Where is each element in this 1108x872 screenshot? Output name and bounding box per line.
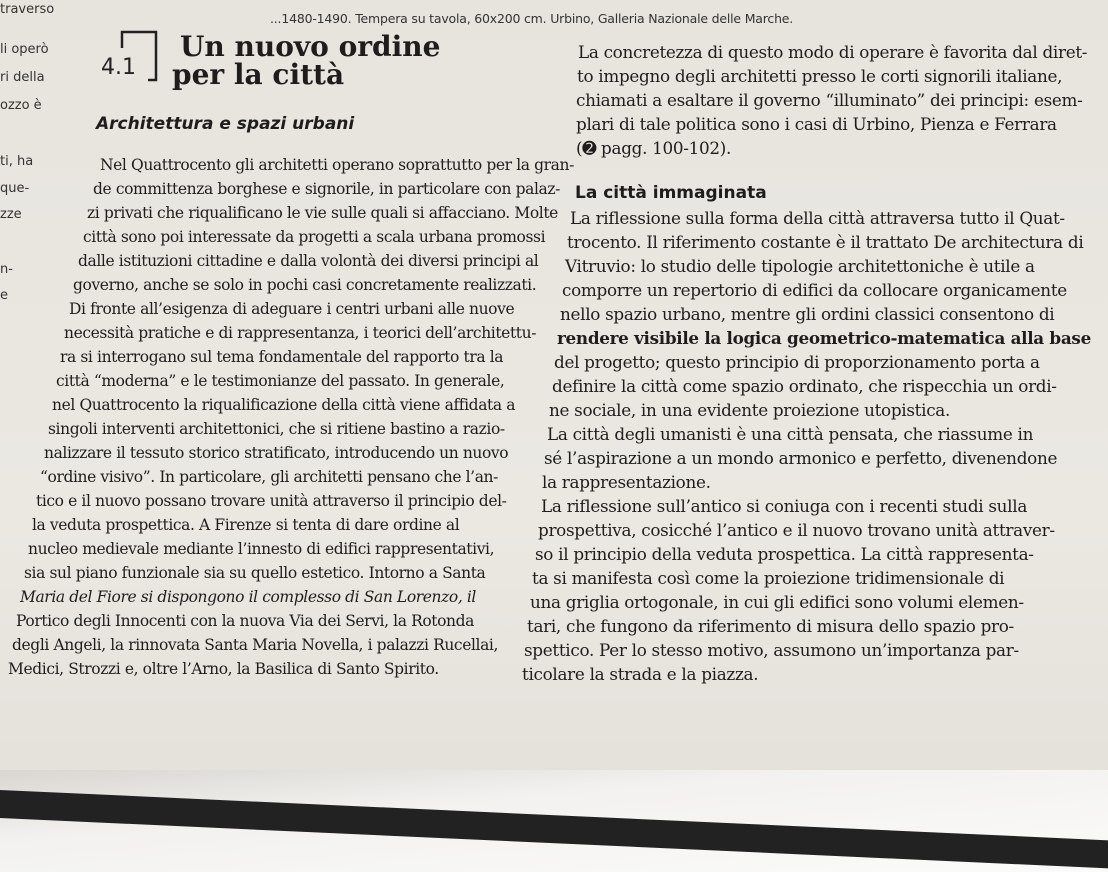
right-column-line: plari di tale politica sono i casi di Urbino, Pienza e Ferrara xyxy=(576,114,1057,134)
left-column-line: città “moderna” e le testimonianze del passato. In generale, xyxy=(56,372,505,390)
right-column-line: La riflessione sulla forma della città attraversa tutto il Quat- xyxy=(570,208,1065,228)
right-column-line: ta si manifesta così come la proiezione tridimensionale di xyxy=(532,568,1005,588)
left-column-line: tico e il nuovo possano trovare unità attraverso il principio del- xyxy=(36,492,507,510)
left-column-line: Medici, Strozzi e, oltre l’Arno, la Basilica di Santo Spirito. xyxy=(8,660,439,678)
left-column-line: nalizzare il tessuto storico stratificato, introducendo un nuovo xyxy=(44,444,509,462)
right-column-line: ticolare la strada e la piazza. xyxy=(522,664,759,684)
right-column-line: prospettiva, cosicché l’antico e il nuovo trovano unità attraver- xyxy=(538,520,1055,540)
section-title-line2: per la città xyxy=(172,58,345,91)
left-column-line: dalle istituzioni cittadine e dalla volontà dei diversi principi al xyxy=(78,252,539,270)
left-column-line: nucleo medievale mediante l’innesto di edifici rappresentativi, xyxy=(28,540,495,558)
right-column-line: la rappresentazione. xyxy=(542,472,711,492)
right-column-line: (➋ pagg. 100-102). xyxy=(576,138,732,158)
left-column-line: Nel Quattrocento gli architetti operano soprattutto per la gran- xyxy=(100,156,574,174)
left-edge-fragment: ozzo è xyxy=(0,98,42,113)
left-column-line: zi privati che riqualificano le vie sulle quali si affacciano. Molte xyxy=(87,204,558,222)
left-edge-fragment: traverso xyxy=(0,2,55,17)
right-column-line: sé l’aspirazione a un mondo armonico e perfetto, divenendone xyxy=(544,448,1058,468)
left-column-line: “ordine visivo”. In particolare, gli architetti pensano che l’an- xyxy=(40,468,498,486)
left-edge-fragment: n- xyxy=(0,262,13,277)
left-edge-fragment: e xyxy=(0,288,8,303)
right-column-line: spettico. Per lo stesso motivo, assumono un’importanza par- xyxy=(524,640,1019,660)
left-column-line: necessità pratiche e di rappresentanza, i teorici dell’architettu- xyxy=(64,324,537,342)
left-column-line: de committenza borghese e signorile, in particolare con palaz- xyxy=(93,180,560,198)
right-column-line: nello spazio urbano, mentre gli ordini classici consentono di xyxy=(560,304,1055,324)
left-column-line: Portico degli Innocenti con la nuova Via dei Servi, la Rotonda xyxy=(16,612,474,630)
left-column-line: sia sul piano funzionale sia su quello estetico. Intorno a Santa xyxy=(24,564,486,582)
right-column-line: tari, che fungono da riferimento di misura dello spazio pro- xyxy=(527,616,1014,636)
left-column-line: Di fronte all’esigenza di adeguare i centri urbani alle nuove xyxy=(69,300,515,318)
left-edge-fragment: zze xyxy=(0,207,22,222)
right-column-line: La riflessione sull’antico si coniuga con i recenti studi sulla xyxy=(541,496,1028,516)
left-column-line: Maria del Fiore si dispongono il complesso di San Lorenzo, il xyxy=(20,588,476,606)
left-column-line: singoli interventi architettonici, che si ritiene bastino a razio- xyxy=(48,420,505,438)
left-column-line: nel Quattrocento la riqualificazione della città viene affidata a xyxy=(52,396,516,414)
right-column-line: rendere visibile la logica geometrico-matematica alla base xyxy=(557,328,1091,348)
right-column-line: La città degli umanisti è una città pensata, che riassume in xyxy=(547,424,1034,444)
right-column-line: chiamati a esaltare il governo “illuminato” dei principi: esem- xyxy=(576,90,1083,110)
left-edge-fragment: ti, ha xyxy=(0,154,34,169)
right-column-line: to impegno degli architetti presso le corti signorili italiane, xyxy=(577,66,1063,86)
left-column-line: città sono poi interessate da progetti a scala urbana promossi xyxy=(83,228,546,246)
right-column-line: trocento. Il riferimento costante è il trattato De architectura di xyxy=(567,232,1084,252)
left-edge-fragment: li operò xyxy=(0,42,49,57)
left-column-line: governo, anche se solo in pochi casi concretamente realizzati. xyxy=(73,276,537,294)
right-column-line: Vitruvio: lo studio delle tipologie architettoniche è utile a xyxy=(565,256,1035,276)
left-edge-fragment: ri della xyxy=(0,70,45,85)
right-column-line: del progetto; questo principio di proporzionamento porta a xyxy=(554,352,1040,372)
right-column-line: La concretezza di questo modo di operare è favorita dal diret- xyxy=(578,42,1088,62)
section-bracket-icon xyxy=(120,30,158,82)
left-edge-fragment: que- xyxy=(0,181,30,196)
image-caption: ...1480-1490. Tempera su tavola, 60x200 cm. Urbino, Galleria Nazionale delle Marche. xyxy=(270,11,794,26)
right-heading: La città immaginata xyxy=(575,183,767,203)
right-column-line: ne sociale, in una evidente proiezione utopistica. xyxy=(549,400,951,420)
section-subtitle: Architettura e spazi urbani xyxy=(96,114,355,134)
left-column-line: ra si interrogano sul tema fondamentale del rapporto tra la xyxy=(60,348,504,366)
left-column-line: degli Angeli, la rinnovata Santa Maria Novella, i palazzi Rucellai, xyxy=(12,636,499,654)
right-column-line: definire la città come spazio ordinato, che rispecchia un ordi- xyxy=(552,376,1057,396)
left-column-line: la veduta prospettica. A Firenze si tenta di dare ordine al xyxy=(32,516,460,534)
right-column-line: comporre un repertorio di edifici da collocare organicamente xyxy=(562,280,1067,300)
right-column-line: una griglia ortogonale, in cui gli edifici sono volumi elemen- xyxy=(530,592,1024,612)
right-column-line: so il principio della veduta prospettica. La città rappresenta- xyxy=(535,544,1034,564)
section-number: 4.1 xyxy=(101,55,136,80)
section-title-line1: Un nuovo ordine xyxy=(180,30,441,63)
